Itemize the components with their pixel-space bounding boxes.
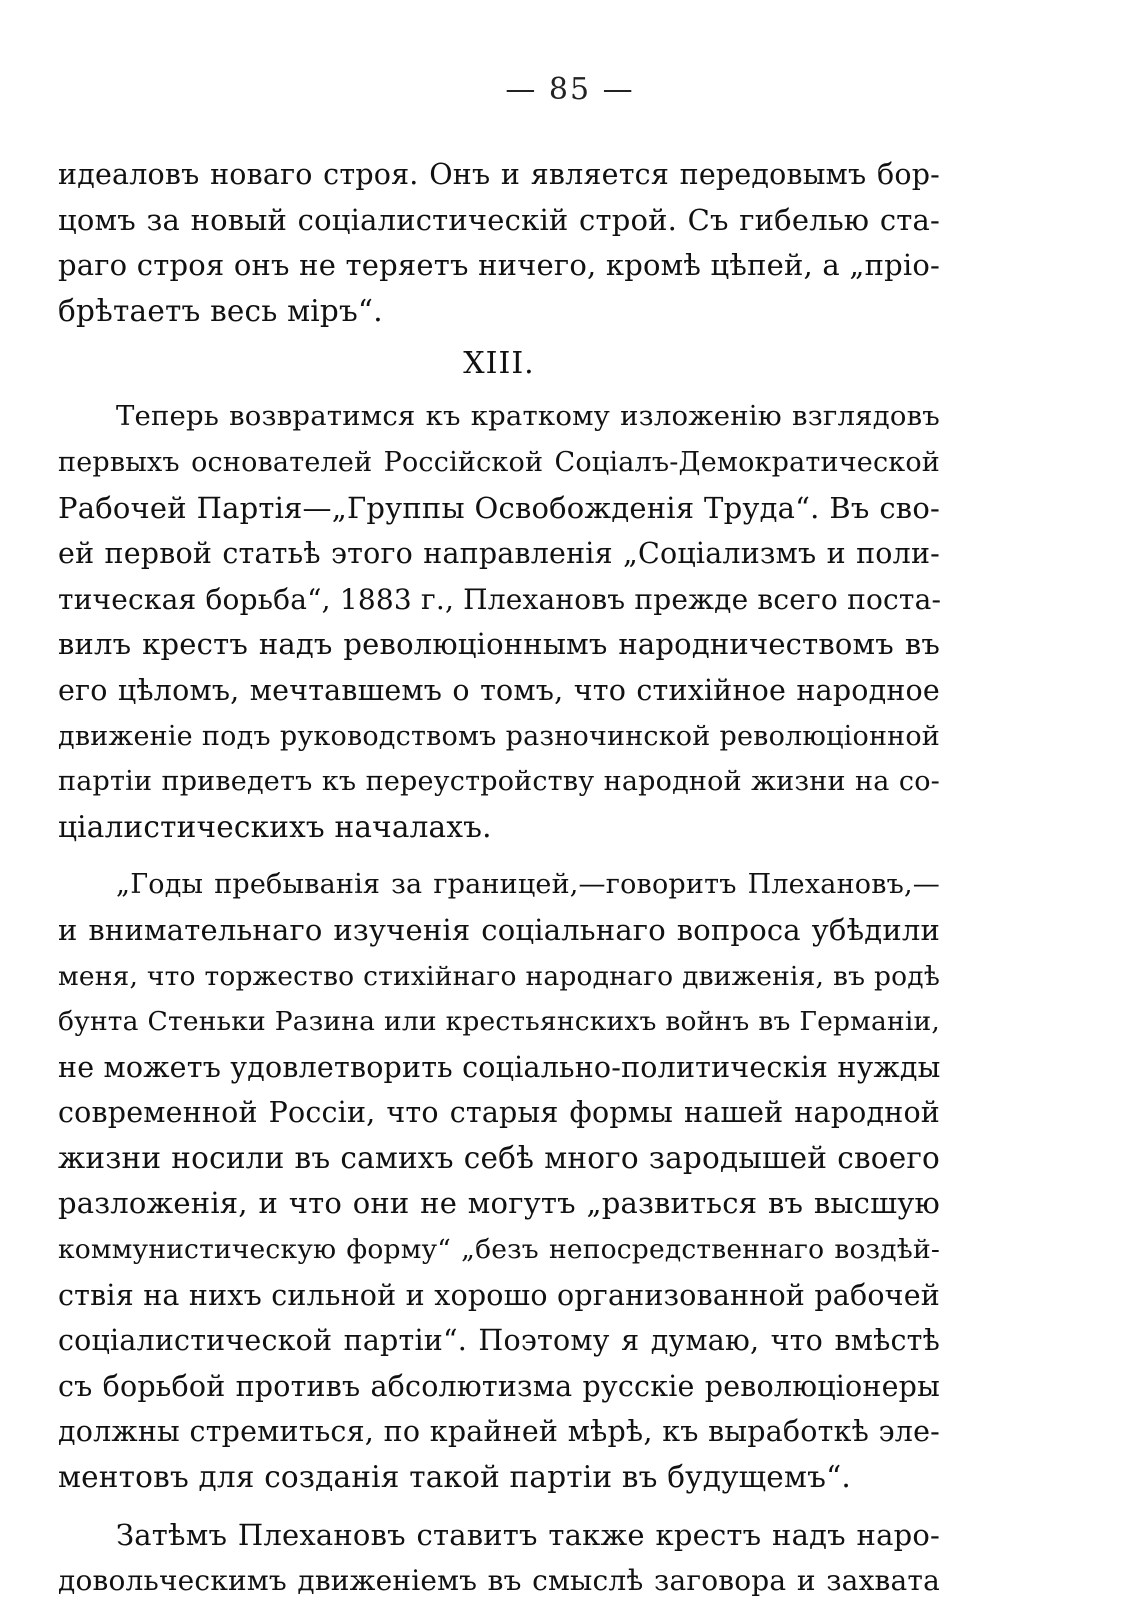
text-line: партіи приведетъ къ переустройству народной жизни на со- xyxy=(58,766,940,798)
text-line: Затѣмъ Плехановъ ставитъ также крестъ надъ наро- xyxy=(116,1517,940,1552)
text-line: ціалистическихъ началахъ. xyxy=(58,809,492,844)
paragraph-gap xyxy=(58,1501,940,1513)
text-line: ей первой статьѣ этого направленія „Соціализмъ и поли- xyxy=(58,537,940,571)
text-line: ментовъ для созданія такой партіи въ будущемъ“. xyxy=(58,1460,851,1495)
text-line: его цѣломъ, мечтавшемъ о томъ, что стихійное народное xyxy=(58,673,940,707)
text-line: первыхъ основателей Россійской Соціалъ-Демократической xyxy=(58,446,940,478)
text-line: соціалистической партіи“. Поэтому я думаю, что вмѣстѣ xyxy=(58,1324,940,1358)
paragraph-continuation xyxy=(58,152,940,334)
text-line: Теперь возвратимся къ краткому изложенію взглядовъ xyxy=(116,400,940,433)
text-line: тическая борьба“, 1883 г., Плехановъ прежде всего поста- xyxy=(58,582,942,616)
text-line: ствія на нихъ сильной и хорошо организованной рабочей xyxy=(58,1278,940,1312)
text-line: не можетъ удовлетворить соціально-политическія нужды xyxy=(58,1050,941,1084)
paragraph xyxy=(58,1513,940,1604)
section-heading: XIII. xyxy=(463,346,535,382)
text-line: жизни носили въ самихъ себѣ много зародышей своего xyxy=(58,1140,940,1175)
text-line: вилъ крестъ надъ революціоннымъ народничествомъ въ xyxy=(58,627,940,662)
text-line: коммунистическую форму“ „безъ непосредственнаго воздѣй- xyxy=(58,1234,940,1266)
text-line: и внимательнаго изученія соціальнаго вопроса убѣдили xyxy=(58,912,940,947)
text-line: меня, что торжество стихійнаго народнаго движенія, въ родѣ xyxy=(58,960,940,992)
paragraph xyxy=(58,394,940,850)
paragraph-gap xyxy=(58,850,940,862)
text-line: должны стремиться, по крайней мѣрѣ, къ выработкѣ эле- xyxy=(58,1415,940,1449)
paragraph-quotation xyxy=(58,862,940,1500)
text-line: Рабочей Партія—„Группы Освобожденія Труда“. Въ сво- xyxy=(58,490,940,525)
text-line: цомъ за новый соціалистическій строй. Съ гибелью ста- xyxy=(58,202,940,237)
text-line: разложенія, и что они не могутъ „развиться въ высшую xyxy=(58,1186,940,1221)
text-line: идеаловъ новаго строя. Онъ и является передовымъ бор- xyxy=(58,158,940,191)
text-line: съ борьбой противъ абсолютизма русскіе революціонеры xyxy=(58,1369,940,1403)
text-line: брѣтаетъ весь міръ“. xyxy=(58,293,383,328)
text-line: раго строя онъ не теряетъ ничего, кромѣ цѣпей, а „пріо- xyxy=(58,248,940,283)
text-line: современной Россіи, что старыя формы нашей народной xyxy=(58,1096,940,1130)
page-number: — 85 — xyxy=(505,72,635,107)
text-line: движеніе подъ руководствомъ разночинской революціонной xyxy=(58,720,940,752)
text-line: довольческимъ движеніемъ въ смыслѣ заговора и захвата xyxy=(58,1564,940,1598)
text-line: бунта Стеньки Разина или крестьянскихъ войнъ въ Германіи, xyxy=(58,1006,940,1038)
text-line: „Годы пребыванія за границей,—говоритъ Плехановъ,— xyxy=(116,869,940,901)
page-text xyxy=(58,152,940,1604)
